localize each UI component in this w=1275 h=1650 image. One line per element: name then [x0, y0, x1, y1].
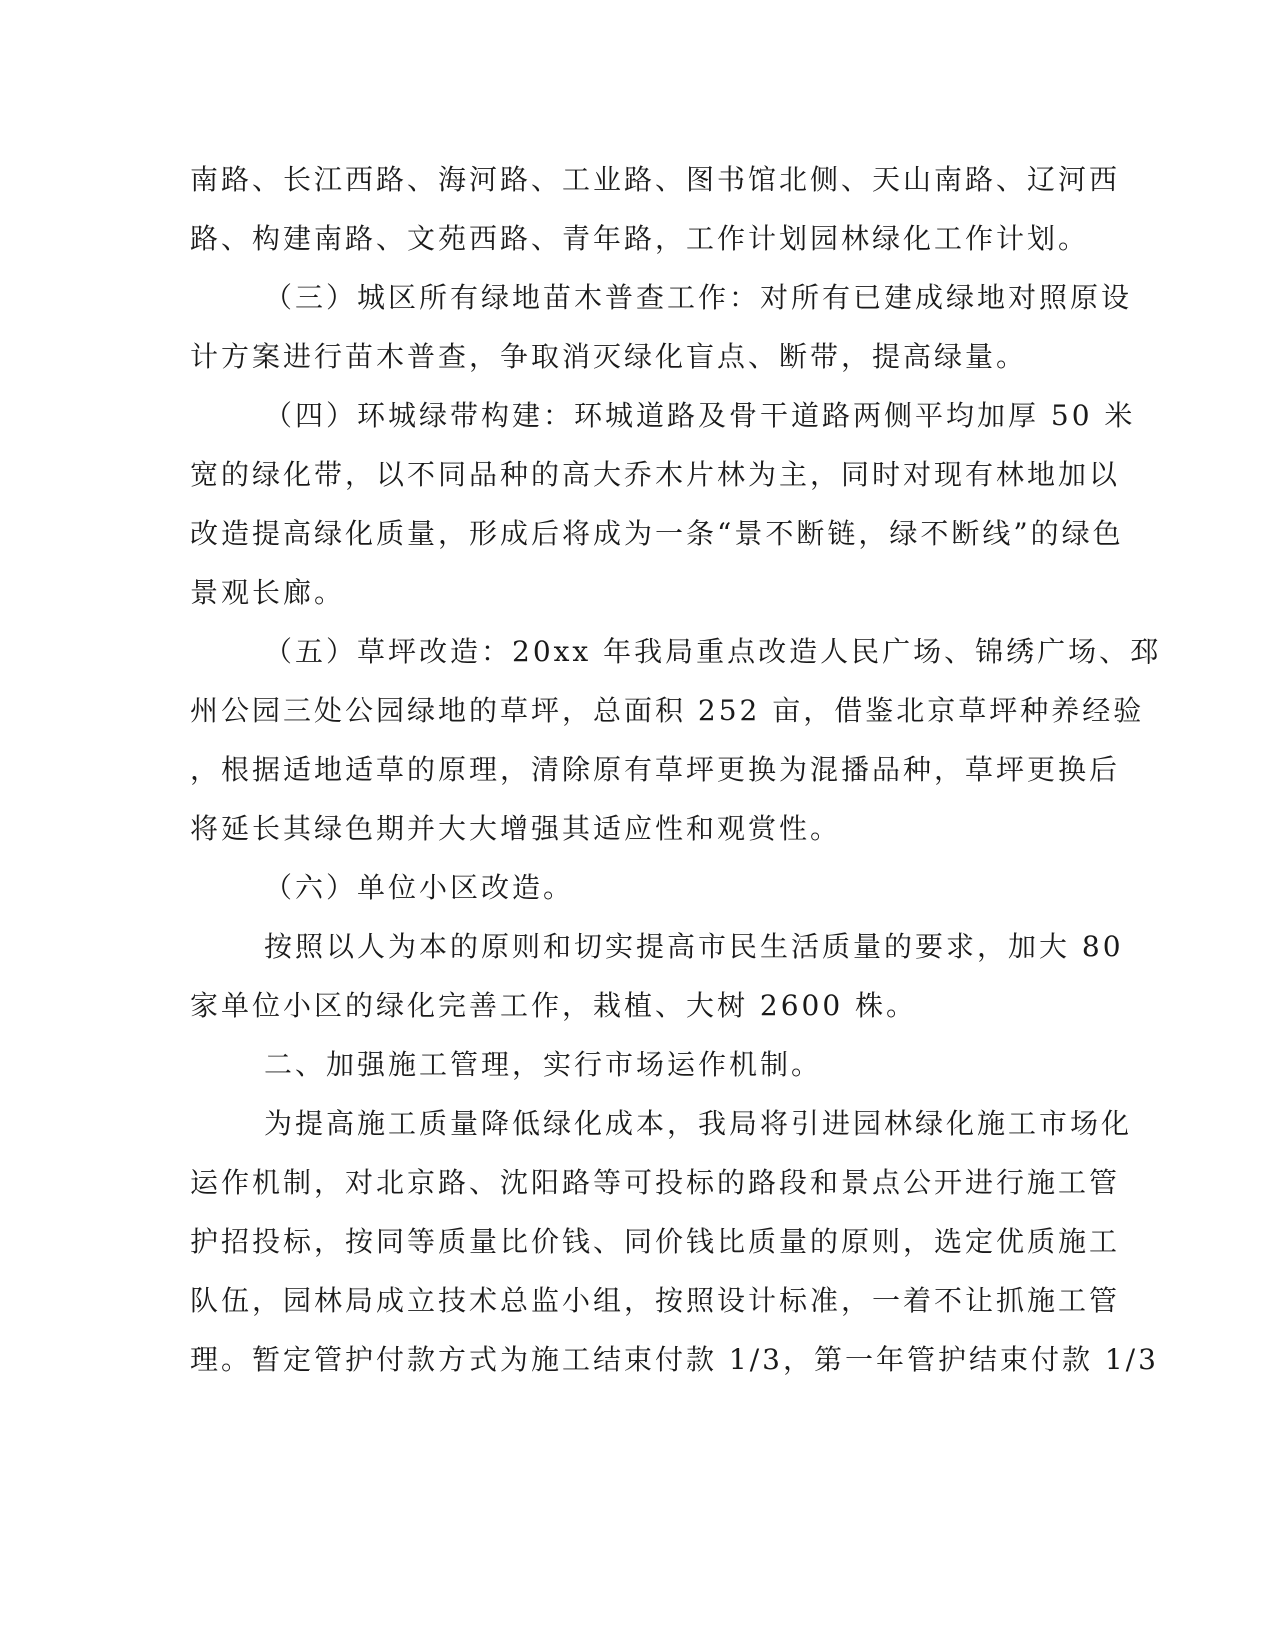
text-line: 将延长其绿色期并大大增强其适应性和观赏性。 — [190, 812, 842, 845]
text-line: 南路、长江西路、海河路、工业路、图书馆北侧、天山南路、辽河西 — [190, 163, 1121, 196]
text-line: 护招投标，按同等质量比价钱、同价钱比质量的原则，选定优质施工 — [190, 1225, 1121, 1258]
text-line: 二、加强施工管理，实行市场运作机制。 — [264, 1048, 823, 1081]
text-line: 宽的绿化带，以不同品种的高大乔木片林为主，同时对现有林地加以 — [190, 458, 1121, 491]
text-line: 计方案进行苗木普查，争取消灭绿化盲点、断带，提高绿量。 — [190, 340, 1028, 373]
text-line: （三）城区所有绿地苗木普查工作：对所有已建成绿地对照原设 — [264, 281, 1133, 314]
text-line: ，根据适地适草的原理，清除原有草坪更换为混播品种，草坪更换后 — [190, 753, 1121, 786]
text-line: （六）单位小区改造。 — [264, 871, 575, 904]
text-line: 路、构建南路、文苑西路、青年路，工作计划园林绿化工作计划。 — [190, 222, 1090, 255]
text-line: 理。暂定管护付款方式为施工结束付款 1/3，第一年管护结束付款 1/3 — [190, 1343, 1159, 1376]
text-line: 运作机制，对北京路、沈阳路等可投标的路段和景点公开进行施工管 — [190, 1166, 1121, 1199]
text-line: 为提高施工质量降低绿化成本，我局将引进园林绿化施工市场化 — [264, 1107, 1133, 1140]
text-line: （四）环城绿带构建：环城道路及骨干道路两侧平均加厚 50 米 — [264, 399, 1136, 432]
text-line: 景观长廊。 — [190, 576, 346, 609]
text-line: 改造提高绿化质量，形成后将成为一条“景不断链，绿不断线”的绿色 — [190, 517, 1124, 550]
text-line: 按照以人为本的原则和切实提高市民生活质量的要求，加大 80 — [264, 930, 1124, 963]
text-line: （五）草坪改造：20xx 年我局重点改造人民广场、锦绣广场、邳 — [264, 635, 1162, 668]
text-line: 州公园三处公园绿地的草坪，总面积 252 亩，借鉴北京草坪种养经验 — [190, 694, 1145, 727]
text-line: 家单位小区的绿化完善工作，栽植、大树 2600 株。 — [190, 989, 918, 1022]
text-line: 队伍，园林局成立技术总监小组，按照设计标准，一着不让抓施工管 — [190, 1284, 1121, 1317]
